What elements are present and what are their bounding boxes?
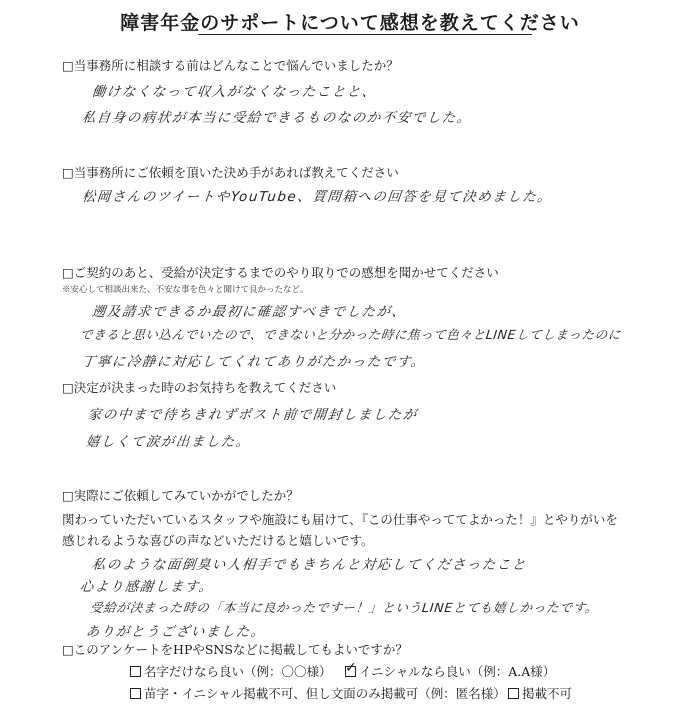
answer-5-line-2: 心より感謝します。	[78, 579, 215, 595]
answer-1-line-1: 働けなくなって収入がなくなったことと、	[90, 84, 378, 100]
answer-2-line-1: 松岡さんのツイートやYouTube、質問箱への回答を見て決めました。	[80, 189, 554, 205]
question-1: □当事務所に相談する前はどんなことで悩んでいましたか？	[62, 58, 399, 73]
answer-5-line-4: ありがとうございました。	[84, 624, 267, 640]
page-title: 障害年金のサポートについて感想を教えてください	[120, 12, 580, 34]
answer-1-line-2: 私自身の病状が本当に受給できるものなのか不安でした。	[80, 110, 473, 126]
answer-5-line-3: 受給が決まった時の「本当に良かったですー！」というLINEとても嬉しかったです。	[89, 600, 600, 615]
answer-3-line-2: できると思い込んでいたので、できないと分かった時に焦って色々とLINEしてしまったのに	[79, 327, 622, 342]
question-3: □ご契約のあと、受給が決定するまでのやり取りでの感想を聞かせてください	[62, 265, 499, 280]
option-checkbox[interactable]	[130, 666, 141, 677]
answer-4-line-1: 家の中まで待ちきれずポスト前で開封しましたが	[86, 407, 419, 423]
title-underline	[198, 34, 532, 35]
question-5: □実際にご依頼してみていかがでしたか？	[62, 488, 299, 503]
request-text-line-1: 関わっていただいているスタッフや施設にも届けて、『この仕事やっててよかった！』とやりがいを	[62, 512, 618, 527]
answer-3-line-1: 遡及請求できるか最初に確認すべきでしたが、	[90, 304, 408, 320]
request-text-line-2: 感じれるような喜びの声などいただけると嬉しいです。	[62, 533, 374, 548]
answer-3-line-3: 丁寧に冷静に対応してくれてありがたかったです。	[80, 354, 427, 370]
option-anonymous[interactable]	[130, 684, 506, 702]
option-checkbox-checked[interactable]	[345, 666, 356, 677]
option-no-publish[interactable]	[508, 684, 572, 702]
option-checkbox[interactable]	[130, 688, 141, 699]
option-label: イニシャルなら良い（例：A.A様）	[359, 664, 556, 679]
option-label: 掲載不可	[522, 686, 573, 701]
question-3-note: ※安心して相談出来た、不安な事を色々と聞けて良かったなど。	[62, 285, 309, 295]
option-label: 名字だけなら良い（例：〇〇様）	[144, 664, 332, 679]
question-4: □決定が決まった時のお気持ちを教えてください	[62, 380, 337, 395]
option-initials[interactable]	[345, 662, 555, 680]
answer-5-line-1: 私のような面倒臭い人相手でもきちんと対応してくださったこと	[90, 557, 528, 573]
answer-4-line-2: 嬉しくて涙が出ました。	[84, 434, 252, 450]
option-checkbox[interactable]	[508, 688, 519, 699]
question-6: □このアンケートをHPやSNSなどに掲載してもよいですか？	[62, 642, 408, 657]
option-label: 苗字・イニシャル掲載不可、但し文面のみ掲載可（例：匿名様）	[144, 686, 506, 701]
option-surname-only[interactable]	[130, 662, 332, 680]
question-2: □当事務所にご依頼を頂いた決め手があれば教えてください	[62, 165, 399, 180]
